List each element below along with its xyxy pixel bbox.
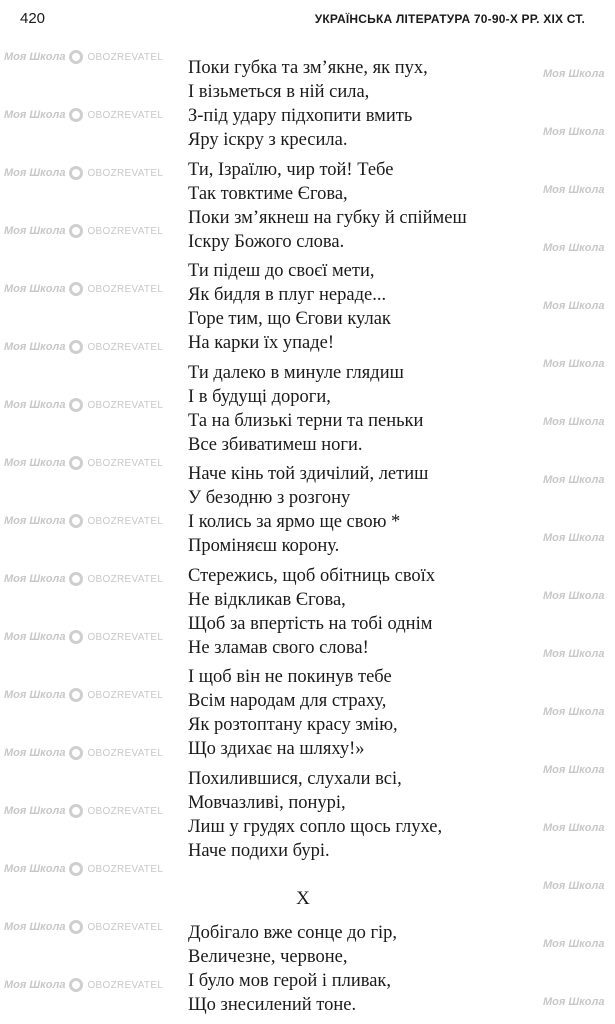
stanza xyxy=(188,158,518,254)
watermark xyxy=(4,688,163,702)
watermark-moya-shkola: Моя Школа xyxy=(543,126,605,138)
watermark-moya-shkola: Моя Школа xyxy=(4,283,66,295)
watermark-moya-shkola: Моя Школа xyxy=(4,805,66,817)
watermark-moya-shkola: Моя Школа xyxy=(543,648,605,660)
watermark xyxy=(543,764,604,776)
watermark-moya-shkola: Моя Школа xyxy=(4,747,66,759)
watermark-obozrevatel: OBOZREVATEL xyxy=(87,341,164,353)
watermark xyxy=(543,126,604,138)
watermark-moya-shkola: Моя Школа xyxy=(543,532,605,544)
watermark xyxy=(4,456,163,470)
watermark-obozrevatel: OBOZREVATEL xyxy=(87,979,164,991)
watermark-moya-shkola: Моя Школа xyxy=(4,689,66,701)
watermark xyxy=(4,514,163,528)
watermark-obozrevatel: OBOZREVATEL xyxy=(87,51,164,63)
watermark-obozrevatel: OBOZREVATEL xyxy=(87,225,164,237)
watermark-moya-shkola: Моя Школа xyxy=(543,938,605,950)
obozrevatel-logo-icon xyxy=(69,224,83,238)
watermark-moya-shkola: Моя Школа xyxy=(543,184,605,196)
watermark xyxy=(4,166,163,180)
watermark-moya-shkola: Моя Школа xyxy=(4,167,66,179)
verse-line: Похилившися, слухали всі, xyxy=(188,768,402,789)
watermark xyxy=(4,398,163,412)
watermark xyxy=(543,938,604,950)
stanza xyxy=(188,361,518,457)
stanza xyxy=(188,767,518,863)
verse-line: Ти, Ізраїлю, чир той! Тебе xyxy=(188,159,394,180)
obozrevatel-logo-icon xyxy=(69,108,83,122)
watermark-moya-shkola: Моя Школа xyxy=(543,764,605,776)
watermark xyxy=(543,474,604,486)
stanza xyxy=(188,564,518,660)
stanza xyxy=(188,462,518,558)
watermark xyxy=(4,224,163,238)
watermark-moya-shkola: Моя Школа xyxy=(543,416,605,428)
stanza xyxy=(188,259,518,355)
verse-line: Як бидля в плуг нераде... xyxy=(188,285,387,305)
watermark-obozrevatel: OBOZREVATEL xyxy=(87,109,164,121)
watermark-moya-shkola: Моя Школа xyxy=(4,573,66,585)
verse-line: І щоб він не покинув тебе xyxy=(188,667,392,687)
watermark-moya-shkola: Моя Школа xyxy=(4,109,66,121)
verse-line: Так товктиме Єгова, xyxy=(188,183,348,204)
watermark xyxy=(543,706,604,718)
watermark-moya-shkola: Моя Школа xyxy=(4,515,66,527)
verse-line: Наче кінь той здичілий, летиш xyxy=(188,464,429,484)
watermark xyxy=(4,282,163,296)
verse-line: Проміняєш корону. xyxy=(188,536,340,556)
watermark xyxy=(4,50,163,64)
watermark-moya-shkola: Моя Школа xyxy=(4,979,66,991)
obozrevatel-logo-icon xyxy=(69,746,83,760)
verse-line: Що знесилений тоне. xyxy=(188,994,357,1015)
watermark xyxy=(543,648,604,660)
watermark xyxy=(543,996,604,1008)
verse-line: Яру іскру з кресила. xyxy=(188,130,348,150)
watermark-moya-shkola: Моя Школа xyxy=(543,880,605,892)
watermark-moya-shkola: Моя Школа xyxy=(4,863,66,875)
watermark-moya-shkola: Моя Школа xyxy=(4,225,66,237)
watermark-moya-shkola: Моя Школа xyxy=(4,51,66,63)
obozrevatel-logo-icon xyxy=(69,978,83,992)
watermark-obozrevatel: OBOZREVATEL xyxy=(87,457,164,469)
verse-line: Все збиватимеш ноги. xyxy=(188,434,363,455)
watermark-moya-shkola: Моя Школа xyxy=(4,921,66,933)
obozrevatel-logo-icon xyxy=(69,630,83,644)
watermark xyxy=(4,630,163,644)
obozrevatel-logo-icon xyxy=(69,166,83,180)
verse-line: Ти далеко в минуле глядиш xyxy=(188,362,404,383)
stanza xyxy=(188,56,518,152)
obozrevatel-logo-icon xyxy=(69,398,83,412)
verse-line: Мовчазливі, понурі, xyxy=(188,792,346,813)
watermark-obozrevatel: OBOZREVATEL xyxy=(87,805,164,817)
verse-line: Не відкликав Єгова, xyxy=(188,589,346,610)
verse-line: І було мов герой і пливак, xyxy=(188,970,392,991)
watermark-moya-shkola: Моя Школа xyxy=(4,341,66,353)
obozrevatel-logo-icon xyxy=(69,862,83,876)
watermark-moya-shkola: Моя Школа xyxy=(4,399,66,411)
section-heading: X xyxy=(296,887,310,909)
obozrevatel-logo-icon xyxy=(69,920,83,934)
obozrevatel-logo-icon xyxy=(69,688,83,702)
watermark xyxy=(4,108,163,122)
watermark xyxy=(543,590,604,602)
watermark-moya-shkola: Моя Школа xyxy=(543,242,605,254)
obozrevatel-logo-icon xyxy=(69,572,83,586)
watermark xyxy=(4,804,163,818)
verse-line: І колись за ярмо ще свою * xyxy=(188,512,401,532)
watermark xyxy=(4,746,163,760)
watermark-moya-shkola: Моя Школа xyxy=(543,996,605,1008)
verse-line: І візьметься в ній сила, xyxy=(188,82,370,102)
watermark-obozrevatel: OBOZREVATEL xyxy=(87,747,164,759)
watermark-moya-shkola: Моя Школа xyxy=(543,590,605,602)
page-number: 420 xyxy=(20,10,46,27)
verse-line: Іскру Божого слова. xyxy=(188,231,345,252)
watermark-moya-shkola: Моя Школа xyxy=(543,358,605,370)
watermark-obozrevatel: OBOZREVATEL xyxy=(87,167,164,179)
watermark xyxy=(543,358,604,370)
watermark xyxy=(543,184,604,196)
watermark-moya-shkola: Моя Школа xyxy=(543,68,605,80)
watermark xyxy=(543,532,604,544)
watermark xyxy=(543,68,604,80)
verse-line: Не зламав свого слова! xyxy=(188,637,369,658)
obozrevatel-logo-icon xyxy=(69,50,83,64)
stanza xyxy=(188,921,518,1017)
watermark-obozrevatel: OBOZREVATEL xyxy=(87,399,164,411)
watermark-obozrevatel: OBOZREVATEL xyxy=(87,863,164,875)
watermark xyxy=(543,300,604,312)
verse-line: Щоб за впертість на тобі однім xyxy=(188,613,433,634)
verse-line: І в будущі дороги, xyxy=(188,386,331,407)
verse-line: Добігало вже сонце до гір, xyxy=(188,922,398,943)
watermark-obozrevatel: OBOZREVATEL xyxy=(87,283,164,295)
watermark xyxy=(543,416,604,428)
obozrevatel-logo-icon xyxy=(69,514,83,528)
watermark-obozrevatel: OBOZREVATEL xyxy=(87,631,164,643)
verse-line: У безодню з розгону xyxy=(188,488,351,508)
verse-line: На карки їх упаде! xyxy=(188,333,335,353)
obozrevatel-logo-icon xyxy=(69,340,83,354)
watermark-obozrevatel: OBOZREVATEL xyxy=(87,573,164,585)
watermark-moya-shkola: Моя Школа xyxy=(4,631,66,643)
watermark-moya-shkola: Моя Школа xyxy=(4,457,66,469)
verse-line: Як розтоптану красу змію, xyxy=(188,715,398,735)
watermark-moya-shkola: Моя Школа xyxy=(543,300,605,312)
watermark-moya-shkola: Моя Школа xyxy=(543,706,605,718)
verse-line: З-під удару підхопити вмить xyxy=(188,106,413,126)
verse-line: Поки губка та зм’якне, як пух, xyxy=(188,58,428,78)
verse-line: Поки зм’якнеш на губку й спіймеш xyxy=(188,207,467,228)
watermark xyxy=(4,340,163,354)
watermark-moya-shkola: Моя Школа xyxy=(543,822,605,834)
obozrevatel-logo-icon xyxy=(69,456,83,470)
stanza xyxy=(188,665,518,761)
watermark xyxy=(4,978,163,992)
running-title: УКРАЇНСЬКА ЛІТЕРАТУРА 70-90-Х РР. XIX СТ. xyxy=(314,12,585,26)
verse-line: Ти підеш до своєї мети, xyxy=(188,261,375,281)
watermark xyxy=(4,862,163,876)
obozrevatel-logo-icon xyxy=(69,804,83,818)
verse-line: Всім народам для страху, xyxy=(188,691,387,711)
verse-line: Лиш у грудях сопло щось глухе, xyxy=(188,816,443,837)
watermark xyxy=(543,242,604,254)
verse-line: Величезне, червоне, xyxy=(188,946,348,967)
verse-line: Наче подихи бурі. xyxy=(188,840,330,861)
verse-line: Горе тим, що Єгови кулак xyxy=(188,309,391,329)
watermark xyxy=(543,880,604,892)
obozrevatel-logo-icon xyxy=(69,282,83,296)
watermark-obozrevatel: OBOZREVATEL xyxy=(87,515,164,527)
watermark-obozrevatel: OBOZREVATEL xyxy=(87,921,164,933)
verse-line: Що здихає на шляху!» xyxy=(188,739,365,759)
verse-line: Та на близькі терни та пеньки xyxy=(188,410,424,431)
watermark xyxy=(4,920,163,934)
watermark-obozrevatel: OBOZREVATEL xyxy=(87,689,164,701)
watermark xyxy=(4,572,163,586)
verse-line: Стережись, щоб обітниць своїх xyxy=(188,565,436,586)
watermark xyxy=(543,822,604,834)
poem-text xyxy=(188,56,518,1022)
watermark-moya-shkola: Моя Школа xyxy=(543,474,605,486)
